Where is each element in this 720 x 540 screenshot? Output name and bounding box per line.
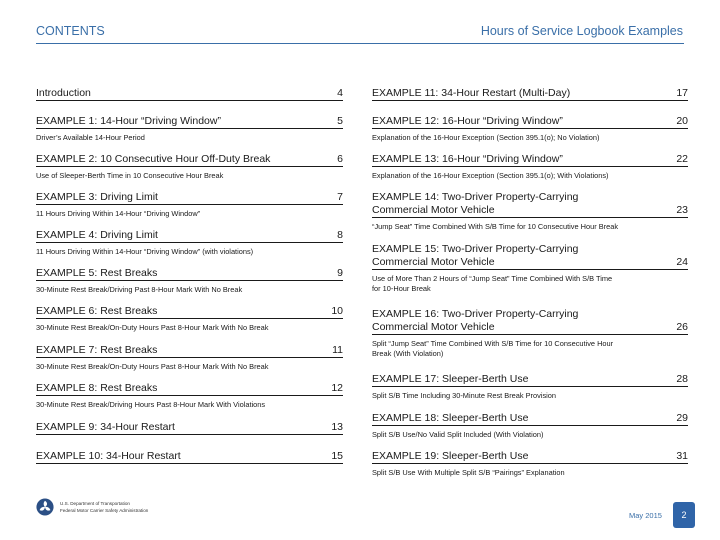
toc-entry-example-1[interactable] <box>36 114 343 143</box>
toc-entry-title: EXAMPLE 10: 34-Hour Restart <box>36 450 181 462</box>
section-title: CONTENTS <box>36 24 105 38</box>
toc-entry-title: EXAMPLE 13: 16-Hour “Driving Window” <box>372 153 563 165</box>
toc-entry-subtitle: Split S/B Use/No Valid Split Included (With Violation) <box>372 430 544 439</box>
toc-entry-page: 10 <box>331 305 343 317</box>
toc-entry-title: EXAMPLE 8: Rest Breaks <box>36 382 158 394</box>
toc-entry-example-5[interactable] <box>36 266 343 295</box>
toc-entry-page: 17 <box>676 87 688 99</box>
toc-entry-page: 13 <box>331 421 343 433</box>
toc-entry-subtitle: 30-Minute Rest Break/Driving Hours Past 8-Hour Mark With Violations <box>36 400 266 409</box>
toc-entry-subtitle: Use of More Than 2 Hours of “Jump Seat” Time Combined With S/B Time for 10-Hour Break <box>372 274 613 293</box>
toc-entry-page: 28 <box>676 373 688 385</box>
toc-entry-subtitle: Split “Jump Seat” Time Combined With S/B Time for 10 Consecutive Hour Break (With Violation) <box>372 339 614 358</box>
toc-entry-title: EXAMPLE 11: 34-Hour Restart (Multi-Day) <box>372 87 571 99</box>
toc-entry-subtitle: 30-Minute Rest Break/Driving Past 8-Hour Mark With No Break <box>36 285 243 294</box>
toc-entry-subtitle: Use of Sleeper-Berth Time in 10 Consecutive Hour Break <box>36 171 224 180</box>
header-divider <box>36 43 684 44</box>
toc-entry-title: EXAMPLE 15: Two-Driver Property-Carrying Commercial Motor Vehicle <box>372 243 579 268</box>
toc-entry-title: EXAMPLE 7: Rest Breaks <box>36 344 158 356</box>
toc-entry-page: 22 <box>676 153 688 165</box>
toc-entry-example-3[interactable] <box>36 190 343 219</box>
toc-entry-title: EXAMPLE 16: Two-Driver Property-Carrying Commercial Motor Vehicle <box>372 308 579 333</box>
toc-entry-page: 12 <box>331 382 343 394</box>
toc-entry-page: 6 <box>337 153 343 165</box>
toc-entry-title: EXAMPLE 6: Rest Breaks <box>36 305 158 317</box>
toc-entry-example-4[interactable] <box>36 228 343 257</box>
toc-entry-subtitle: 30-Minute Rest Break/On-Duty Hours Past 8-Hour Mark With No Break <box>36 323 269 332</box>
toc-entry-subtitle: Split S/B Use With Multiple Split S/B “Pairings” Explanation <box>372 468 565 477</box>
toc-entry-title: EXAMPLE 4: Driving Limit <box>36 229 158 241</box>
toc-entry-title: EXAMPLE 1: 14-Hour “Driving Window” <box>36 115 221 127</box>
toc-entry-subtitle: Explanation of the 16-Hour Exception (Section 395.1(o); No Violation) <box>372 133 600 142</box>
toc-entry-introduction[interactable] <box>36 86 343 101</box>
toc-entry-title: EXAMPLE 18: Sleeper-Berth Use <box>372 412 529 424</box>
agency-logo <box>36 498 148 516</box>
toc-entry-title: EXAMPLE 19: Sleeper-Berth Use <box>372 450 529 462</box>
page-number-badge: 2 <box>673 502 695 528</box>
toc-entry-example-2[interactable] <box>36 152 343 181</box>
toc-entry-subtitle: 30-Minute Rest Break/On-Duty Hours Past 8-Hour Mark With No Break <box>36 362 269 371</box>
toc-entry-subtitle: 11 Hours Driving Within 14-Hour “Driving Window” (with violations) <box>36 247 254 256</box>
toc-entry-page: 11 <box>332 344 343 356</box>
toc-entry-example-17[interactable] <box>372 372 688 401</box>
toc-entry-title: EXAMPLE 12: 16-Hour “Driving Window” <box>372 115 563 127</box>
toc-entry-page: 24 <box>676 256 688 268</box>
toc-entry-page: 5 <box>337 115 343 127</box>
toc-entry-example-7[interactable] <box>36 343 343 372</box>
toc-entry-title: EXAMPLE 9: 34-Hour Restart <box>36 421 175 433</box>
toc-entry-subtitle: “Jump Seat” Time Combined With S/B Time for 10 Consecutive Hour Break <box>372 222 619 231</box>
toc-entry-subtitle: Driver’s Available 14-Hour Period <box>36 133 145 142</box>
document-title: Hours of Service Logbook Examples <box>480 24 683 38</box>
agency-name-line2: Federal Motor Carrier Safety Administration <box>60 508 149 513</box>
toc-entry-example-19[interactable] <box>372 449 688 478</box>
toc-entry-subtitle: Explanation of the 16-Hour Exception (Section 395.1(o); With Violations) <box>372 171 609 180</box>
toc-entry-example-10[interactable] <box>36 449 343 464</box>
toc-entry-title: Introduction <box>36 87 91 99</box>
toc-entry-example-6[interactable] <box>36 304 343 333</box>
toc-entry-title: EXAMPLE 5: Rest Breaks <box>36 267 158 279</box>
toc-entry-page: 15 <box>331 450 343 462</box>
toc-entry-page: 26 <box>676 321 688 333</box>
toc-entry-example-9[interactable] <box>36 420 343 435</box>
agency-name-line1: U.S. Department of Transportation <box>60 501 130 506</box>
toc-entry-example-11[interactable] <box>372 86 688 101</box>
toc-entry-example-14[interactable] <box>372 190 688 232</box>
toc-entry-title: EXAMPLE 17: Sleeper-Berth Use <box>372 373 529 385</box>
toc-entry-page: 8 <box>337 229 343 241</box>
toc-entry-title: EXAMPLE 3: Driving Limit <box>36 191 158 203</box>
publication-date: May 2015 <box>629 511 662 520</box>
toc-entry-example-12[interactable] <box>372 114 688 143</box>
toc-entry-example-16[interactable] <box>372 307 688 359</box>
toc-entry-example-13[interactable] <box>372 152 688 181</box>
toc-entry-page: 4 <box>337 87 343 99</box>
toc-entry-page: 29 <box>676 412 688 424</box>
toc-entry-title: EXAMPLE 14: Two-Driver Property-Carrying Commercial Motor Vehicle <box>372 191 579 216</box>
toc-entry-subtitle: Split S/B Time Including 30-Minute Rest Break Provision <box>372 391 557 400</box>
toc-entry-example-18[interactable] <box>372 411 688 440</box>
toc-entry-example-8[interactable] <box>36 381 343 410</box>
dot-triskelion-icon <box>36 498 54 516</box>
toc-entry-example-15[interactable] <box>372 242 688 294</box>
toc-entry-page: 31 <box>676 450 688 462</box>
toc-entry-subtitle: 11 Hours Driving Within 14-Hour “Driving Window” <box>36 209 201 218</box>
toc-entry-page: 9 <box>337 267 343 279</box>
toc-entry-page: 20 <box>676 115 688 127</box>
toc-entry-page: 7 <box>337 191 343 203</box>
toc-entry-page: 23 <box>676 204 688 216</box>
toc-entry-title: EXAMPLE 2: 10 Consecutive Hour Off-Duty Break <box>36 153 271 165</box>
